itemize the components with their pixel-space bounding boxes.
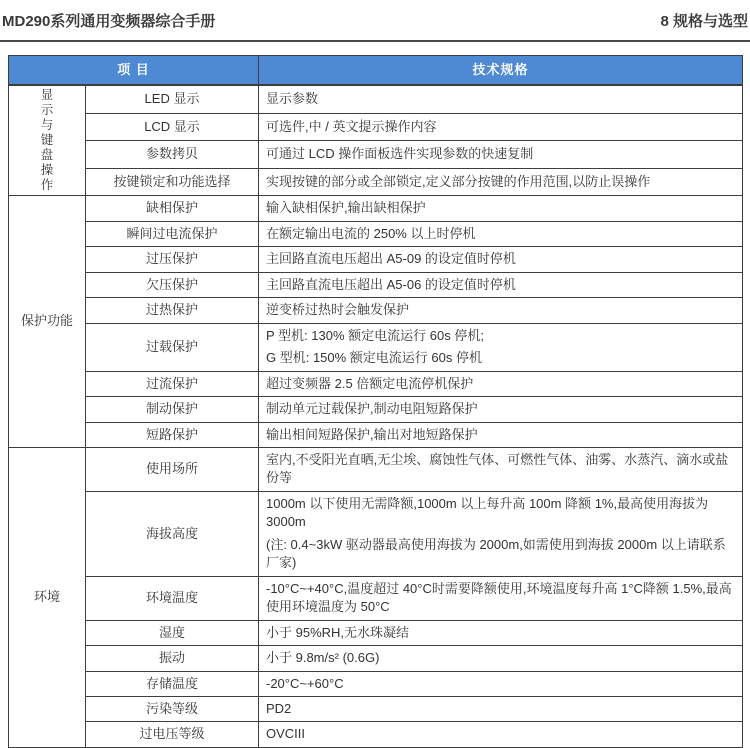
- spec-line: 输出相间短路保护,输出对地短路保护: [266, 426, 478, 442]
- spec-line: 1000m 以下使用无需降额,1000m 以上每升高 100m 降额 1%,最高使用海拔为3000m: [266, 495, 709, 530]
- spec-cell: [259, 696, 743, 721]
- spec-cell: [259, 422, 743, 447]
- table-row: [9, 141, 743, 168]
- table-row: [9, 576, 743, 620]
- page-header: [0, 0, 750, 31]
- table-row: [9, 491, 743, 576]
- column-header-item: 项 目: [9, 56, 259, 86]
- item-cell: 使用场所: [86, 447, 259, 491]
- item-cell: 过流保护: [86, 371, 259, 396]
- spec-cell: [259, 323, 743, 371]
- spec-cell: [259, 646, 743, 671]
- item-cell: 环境温度: [86, 576, 259, 620]
- spec-line: 在额定输出电流的 250% 以上时停机: [266, 225, 476, 241]
- table-row: [9, 722, 743, 747]
- item-cell: LED 显示: [86, 85, 259, 113]
- spec-cell: [259, 85, 743, 113]
- spec-line: 输入缺相保护,输出缺相保护: [266, 200, 426, 216]
- table-row: [9, 447, 743, 491]
- spec-cell: [259, 221, 743, 246]
- spec-cell: [259, 620, 743, 645]
- spec-line: 显示参数: [266, 91, 319, 107]
- item-cell: 过载保护: [86, 323, 259, 371]
- table-row: [9, 113, 743, 140]
- spec-line: G 型机: 150% 额定电流运行 60s 停机: [266, 350, 482, 366]
- item-cell: 海拔高度: [86, 491, 259, 576]
- spec-cell: [259, 371, 743, 396]
- table-row: [9, 422, 743, 447]
- table-row: [9, 620, 743, 645]
- spec-cell: [259, 298, 743, 323]
- item-cell: 按键锁定和功能选择: [86, 168, 259, 196]
- spec-cell: [259, 722, 743, 747]
- spec-line: 室内,不受阳光直晒,无尘埃、腐蚀性气体、可燃性气体、油雾、水蒸汽、滴水或盐份等: [266, 451, 729, 486]
- item-cell: 过电压等级: [86, 722, 259, 747]
- item-cell: 欠压保护: [86, 272, 259, 297]
- table-row: [9, 371, 743, 396]
- spec-line: OVCIII: [266, 726, 306, 742]
- spec-cell: [259, 576, 743, 620]
- spec-line: P 型机: 130% 额定电流运行 60s 停机;: [266, 327, 484, 343]
- item-cell: 过热保护: [86, 298, 259, 323]
- spec-table-body: [9, 85, 743, 747]
- spec-line: (注: 0.4~3kW 驱动器最高使用海拔为 2000m,如需使用到海拔 2000m 以上请联系厂家): [266, 536, 726, 571]
- item-cell: 振动: [86, 646, 259, 671]
- table-row: [9, 272, 743, 297]
- table-row: [9, 323, 743, 371]
- spec-cell: [259, 113, 743, 140]
- spec-cell: [259, 247, 743, 272]
- header-divider: [0, 40, 750, 42]
- item-cell: 湿度: [86, 620, 259, 645]
- item-cell: 瞬间过电流保护: [86, 221, 259, 246]
- item-cell: 存储温度: [86, 671, 259, 696]
- spec-line: PD2: [266, 700, 292, 716]
- table-row: [9, 397, 743, 422]
- group-label: 保护功能: [9, 196, 86, 448]
- table-row: [9, 85, 743, 113]
- item-cell: LCD 显示: [86, 113, 259, 140]
- spec-line: -20°C~+60°C: [266, 675, 344, 691]
- spec-cell: [259, 196, 743, 221]
- item-cell: 参数拷贝: [86, 141, 259, 168]
- table-row: [9, 646, 743, 671]
- spec-line: -10°C~+40°C,温度超过 40°C时需要降额使用,环境温度每升高 1°C降额 1.5%,最高使用环境温度为 50°C: [266, 580, 732, 615]
- spec-table-header: [9, 56, 743, 86]
- group-label: 显 示 与 键 盘 操 作: [9, 85, 86, 196]
- spec-line: 主回路直流电压超出 A5-09 的设定值时停机: [266, 251, 516, 267]
- spec-cell: [259, 671, 743, 696]
- item-cell: 制动保护: [86, 397, 259, 422]
- manual-title: MD290系列通用变频器综合手册: [2, 13, 216, 30]
- spec-line: 制动单元过载保护,制动电阻短路保护: [266, 401, 478, 417]
- spec-cell: [259, 447, 743, 491]
- header-row: [9, 56, 743, 86]
- spec-line: 小于 9.8m/s² (0.6G): [266, 650, 380, 666]
- table-row: [9, 247, 743, 272]
- item-cell: 污染等级: [86, 696, 259, 721]
- spec-table: [8, 55, 743, 748]
- table-row: [9, 221, 743, 246]
- table-row: [9, 196, 743, 221]
- column-header-spec: 技术规格: [259, 56, 743, 86]
- item-cell: 短路保护: [86, 422, 259, 447]
- item-cell: 过压保护: [86, 247, 259, 272]
- spec-line: 主回路直流电压超出 A5-06 的设定值时停机: [266, 276, 516, 292]
- spec-line: 逆变桥过热时会触发保护: [266, 302, 410, 318]
- spec-line: 超过变频器 2.5 倍额定电流停机保护: [266, 375, 474, 391]
- spec-cell: [259, 397, 743, 422]
- table-row: [9, 696, 743, 721]
- spec-cell: [259, 272, 743, 297]
- table-row: [9, 671, 743, 696]
- spec-line: 可通过 LCD 操作面板选件实现参数的快速复制: [266, 146, 534, 162]
- spec-cell: [259, 491, 743, 576]
- item-cell: 缺相保护: [86, 196, 259, 221]
- spec-line: 小于 95%RH,无水珠凝结: [266, 624, 410, 640]
- group-label: 环境: [9, 447, 86, 747]
- spec-line: 实现按键的部分或全部锁定,定义部分按键的作用范围,以防止误操作: [266, 173, 651, 189]
- table-row: [9, 168, 743, 196]
- spec-cell: [259, 141, 743, 168]
- spec-line: 可选件,中 / 英文提示操作内容: [266, 118, 437, 134]
- chapter-title: 8 规格与选型: [660, 13, 748, 30]
- spec-cell: [259, 168, 743, 196]
- table-row: [9, 298, 743, 323]
